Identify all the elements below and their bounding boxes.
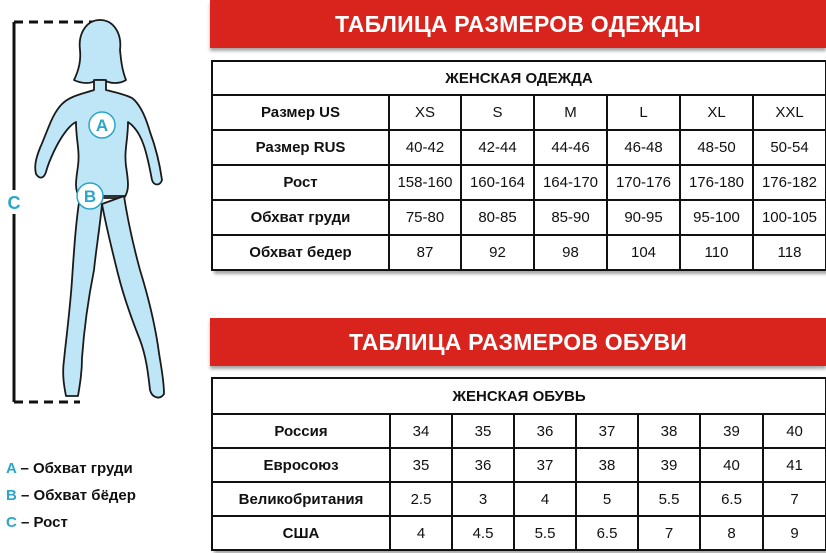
shoe-size-table: [211, 377, 826, 551]
table-cell: XL: [680, 95, 753, 130]
table-cell: 176-180: [680, 165, 753, 200]
woman-silhouette: [35, 20, 164, 397]
table-cell: 41: [763, 448, 826, 482]
table-cell: S: [461, 95, 534, 130]
table-cell: 5: [576, 482, 638, 516]
table-cell: 92: [461, 235, 534, 270]
table-cell: 7: [638, 516, 700, 550]
legend-letter: B: [6, 487, 17, 504]
table-cell: 4: [514, 482, 576, 516]
table-cell: 9: [763, 516, 826, 550]
table-cell: 5.5: [638, 482, 700, 516]
legend-letter: C: [6, 514, 17, 531]
table-cell: 35: [390, 448, 452, 482]
table-cell: 46-48: [607, 130, 680, 165]
table-cell: 36: [452, 448, 514, 482]
shoe-section-title: ЖЕНСКАЯ ОБУВЬ: [212, 378, 826, 414]
legend-item-height: [6, 509, 206, 536]
table-cell: L: [607, 95, 680, 130]
table-cell: 6.5: [700, 482, 763, 516]
legend-item-hips: [6, 482, 206, 509]
legend-item-chest: [6, 455, 206, 482]
table-cell: M: [534, 95, 607, 130]
table-cell: 3: [452, 482, 514, 516]
clothes-size-banner: ТАБЛИЦА РАЗМЕРОВ ОДЕЖДЫ: [210, 0, 826, 48]
table-cell: 98: [534, 235, 607, 270]
table-cell: XXL: [753, 95, 826, 130]
row-label: США: [212, 516, 390, 550]
table-cell: 164-170: [534, 165, 607, 200]
table-cell: 8: [700, 516, 763, 550]
table-cell: 34: [390, 414, 452, 448]
table-cell: 42-44: [461, 130, 534, 165]
table-cell: 37: [514, 448, 576, 482]
table-cell: 95-100: [680, 200, 753, 235]
table-cell: 39: [700, 414, 763, 448]
table-cell: 110: [680, 235, 753, 270]
table-cell: 90-95: [607, 200, 680, 235]
row-label: Размер US: [212, 95, 389, 130]
table-cell: 44-46: [534, 130, 607, 165]
row-label: Обхват бедер: [212, 235, 389, 270]
table-row: [212, 130, 826, 165]
table-cell: 176-182: [753, 165, 826, 200]
row-label: Евросоюз: [212, 448, 390, 482]
measurement-legend: [6, 455, 206, 536]
table-row: [212, 165, 826, 200]
table-cell: 48-50: [680, 130, 753, 165]
marker-b: [77, 183, 103, 209]
table-cell: 87: [389, 235, 461, 270]
legend-text: – Обхват бёдер: [16, 487, 136, 504]
table-cell: 39: [638, 448, 700, 482]
table-cell: 160-164: [461, 165, 534, 200]
table-row: [212, 414, 826, 448]
table-cell: 5.5: [514, 516, 576, 550]
table-cell: 100-105: [753, 200, 826, 235]
table-cell: 40: [700, 448, 763, 482]
table-cell: 80-85: [461, 200, 534, 235]
svg-text:A: A: [95, 116, 109, 135]
marker-c: [3, 190, 25, 214]
clothes-size-table: [211, 60, 826, 271]
row-label: Размер RUS: [212, 130, 389, 165]
body-silhouette-figure: [0, 0, 200, 440]
table-cell: 104: [607, 235, 680, 270]
table-cell: 4.5: [452, 516, 514, 550]
table-cell: 35: [452, 414, 514, 448]
clothes-section-title: ЖЕНСКАЯ ОДЕЖДА: [212, 61, 826, 95]
table-row: [212, 448, 826, 482]
table-cell: 4: [390, 516, 452, 550]
table-row: [212, 95, 826, 130]
table-cell: 75-80: [389, 200, 461, 235]
table-cell: 158-160: [389, 165, 461, 200]
shoe-size-banner: ТАБЛИЦА РАЗМЕРОВ ОБУВИ: [210, 318, 826, 366]
table-row: [212, 482, 826, 516]
table-row: [212, 200, 826, 235]
table-cell: 170-176: [607, 165, 680, 200]
svg-text:B: B: [83, 187, 97, 206]
marker-a: [89, 112, 115, 138]
table-cell: 85-90: [534, 200, 607, 235]
table-cell: 36: [514, 414, 576, 448]
table-cell: 40: [763, 414, 826, 448]
svg-text:C: C: [7, 193, 21, 213]
legend-letter: A: [6, 460, 17, 477]
table-cell: 6.5: [576, 516, 638, 550]
table-cell: 40-42: [389, 130, 461, 165]
legend-text: – Рост: [16, 514, 68, 531]
table-cell: 118: [753, 235, 826, 270]
row-label: Обхват груди: [212, 200, 389, 235]
row-label: Рост: [212, 165, 389, 200]
table-row: [212, 235, 826, 270]
table-cell: 2.5: [390, 482, 452, 516]
table-cell: XS: [389, 95, 461, 130]
table-cell: 7: [763, 482, 826, 516]
table-cell: 38: [638, 414, 700, 448]
table-cell: 38: [576, 448, 638, 482]
legend-text: – Обхват груди: [16, 460, 133, 477]
row-label: Россия: [212, 414, 390, 448]
table-row: [212, 516, 826, 550]
table-cell: 50-54: [753, 130, 826, 165]
row-label: Великобритания: [212, 482, 390, 516]
table-cell: 37: [576, 414, 638, 448]
